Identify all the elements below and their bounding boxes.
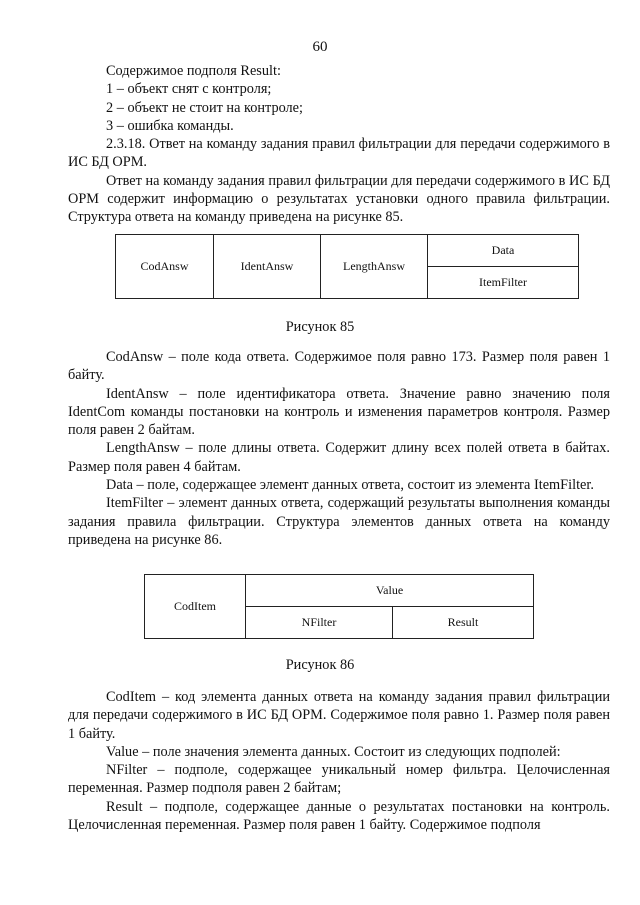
cell-identansw: IdentAnsw [214, 235, 321, 299]
intro-paragraph: Ответ на команду задания правил фильтрации для передачи содержимого в ИС БД ОРМ содержит информацию о результатах установки одного правила фильтрации. Структура ответа на команду приведена на рисунке 85. [68, 172, 610, 226]
figure-85-table [115, 234, 579, 299]
paragraph-itemfilter: ItemFilter – элемент данных ответа, содержащий результаты выполнения команды задания правила фильтрации. Структура элементов данных ответа на команду приведена на рисунке 86. [68, 495, 610, 548]
section-heading: 2.3.18. Ответ на команду задания правил фильтрации для передачи содержимого в ИС БД ОРМ. [68, 136, 610, 171]
cell-itemfilter: ItemFilter [428, 267, 579, 299]
paragraph-result: Result – подполе, содержащее данные о результатах постановки на контроль. Целочисленная переменная. Размер поля равен 1 байту. Содержимое подполя [68, 798, 610, 834]
figure-86-caption: Рисунок 86 [285, 657, 355, 673]
paragraph-coditem: CodItem – код элемента данных ответа на команду задания правил фильтрации для передачи содержимого в ИС БД ОРМ. Содержимое поля равно 1. Размер поля равен 1 байту. [68, 689, 611, 742]
paragraph-nfilter: NFilter – подполе, содержащее уникальный номер фильтра. Целочисленная переменная. Размер подполя равен 2 байтам; [68, 762, 610, 797]
paragraph-value: Value – поле значения элемента данных. Состоит из следующих подполей: [106, 743, 561, 760]
cell-value: Value [246, 575, 534, 607]
cell-data: Data [428, 235, 579, 267]
figure-85-caption: Рисунок 85 [285, 319, 355, 335]
paragraph-codansw: CodAnsw – поле кода ответа. Содержимое поля равно 173. Размер поля равен 1 байту. [68, 349, 610, 384]
cell-nfilter: NFilter [246, 607, 393, 639]
list-line: Содержимое подполя Result: [106, 63, 281, 79]
middle-text-block [68, 348, 610, 549]
list-line: 2 – объект не стоит на контроле; [106, 99, 304, 116]
cell-codansw: CodAnsw [116, 235, 214, 299]
list-line: 1 – объект снят с контроля; [106, 81, 272, 98]
cell-result: Result [393, 607, 534, 639]
paragraph-lengthansw: LengthAnsw – поле длины ответа. Содержит длину всех полей ответа в байтах. Размер поля равен 4 байтам. [68, 440, 610, 475]
page-number: 60 [312, 39, 328, 55]
paragraph-data: Data – поле, содержащее элемент данных ответа, состоит из элемента ItemFilter. [106, 477, 594, 494]
paragraph-identansw: IdentAnsw – поле идентификатора ответа. Значение равно значению поля IdentCom команды постановки на контроль и изменения параметров контроля. Размер поля равен 2 байтам. [68, 385, 610, 439]
cell-lengthansw: LengthAnsw [321, 235, 428, 299]
cell-coditem: CodItem [145, 575, 246, 639]
list-line: 3 – ошибка команды. [106, 117, 234, 134]
figure-86-table [144, 574, 534, 639]
top-text-block [68, 62, 610, 227]
bottom-text-block [68, 688, 610, 834]
